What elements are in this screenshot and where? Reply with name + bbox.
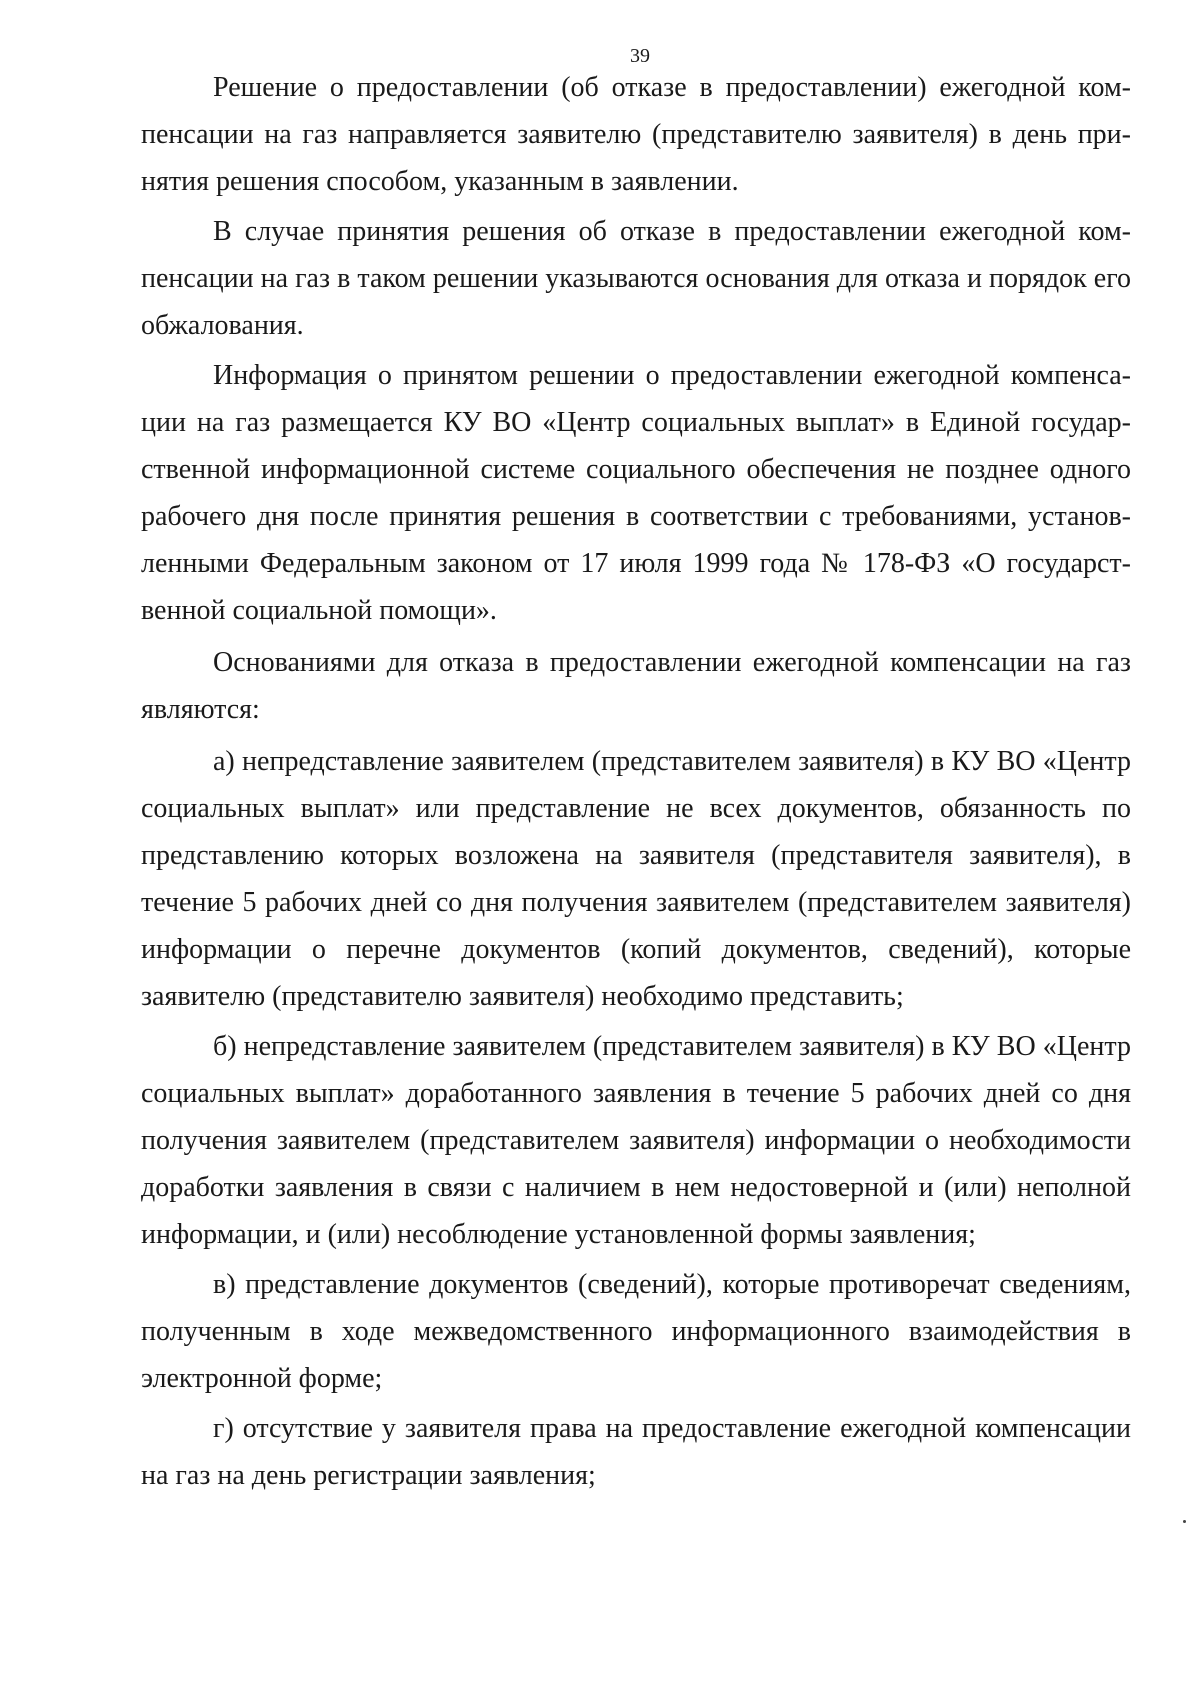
paragraph-refusal-grounds-note: В случае принятия решения об отказе в предоставлении ежегодной компенсации на газ в таком решении указываются основания для отказа и порядок его обжалования. — [141, 216, 1131, 341]
page-number: 39 — [630, 45, 650, 67]
list-item-g: г) отсутствие у заявителя права на предоставление ежегодной компенсации на газ на день регистрации заявления; — [141, 1413, 1131, 1491]
paragraph-information-placement: Информация о принятом решении о предоставлении ежегодной компенсации на газ размещается КУ ВО «Центр социальных выплат» в Единой государственной информационной системе социального обеспечения не позднее одного рабочего дня после принятия решения в соответствии с требованиями, установленными Федеральным законом от 17 июля 1999 года № 178-ФЗ «О государственной социальной помощи». — [141, 360, 1131, 626]
list-item-a: а) непредставление заявителем (представителем заявителя) в КУ ВО «Центр социальных выплат» или представление не всех документов, обязанность по представлению которых возложена на заявителя (представителя заявителя), в течение 5 рабочих дней со дня получения заявителем (представителем заявителя) информации о перечне документов (копий документов, сведений), которые заявителю (представителю заявителя) необходимо представить; — [141, 746, 1131, 1012]
document-body — [141, 64, 1131, 1499]
paragraph-refusal-grounds-intro: Основаниями для отказа в предоставлении ежегодной компенсации на газ являются: — [141, 647, 1131, 725]
scan-speck — [1183, 1520, 1186, 1523]
paragraph-decision-delivery: Решение о предоставлении (об отказе в предоставлении) ежегодной компенсации на газ направляется заявителю (представителю заявителя) в день принятия решения способом, указанным в заявлении. — [141, 72, 1131, 197]
list-item-v: в) представление документов (сведений), которые противоречат сведениям, полученным в ходе межведомственного информационного взаимодействия в электронной форме; — [141, 1269, 1131, 1394]
list-item-b: б) непредставление заявителем (представителем заявителя) в КУ ВО «Центр социальных выплат» доработанного заявления в течение 5 рабочих дней со дня получения заявителем (представителем заявителя) информации о необходимости доработки заявления в связи с наличием в нем недостоверной и (или) неполной информации, и (или) несоблюдение установленной формы заявления; — [141, 1031, 1131, 1250]
